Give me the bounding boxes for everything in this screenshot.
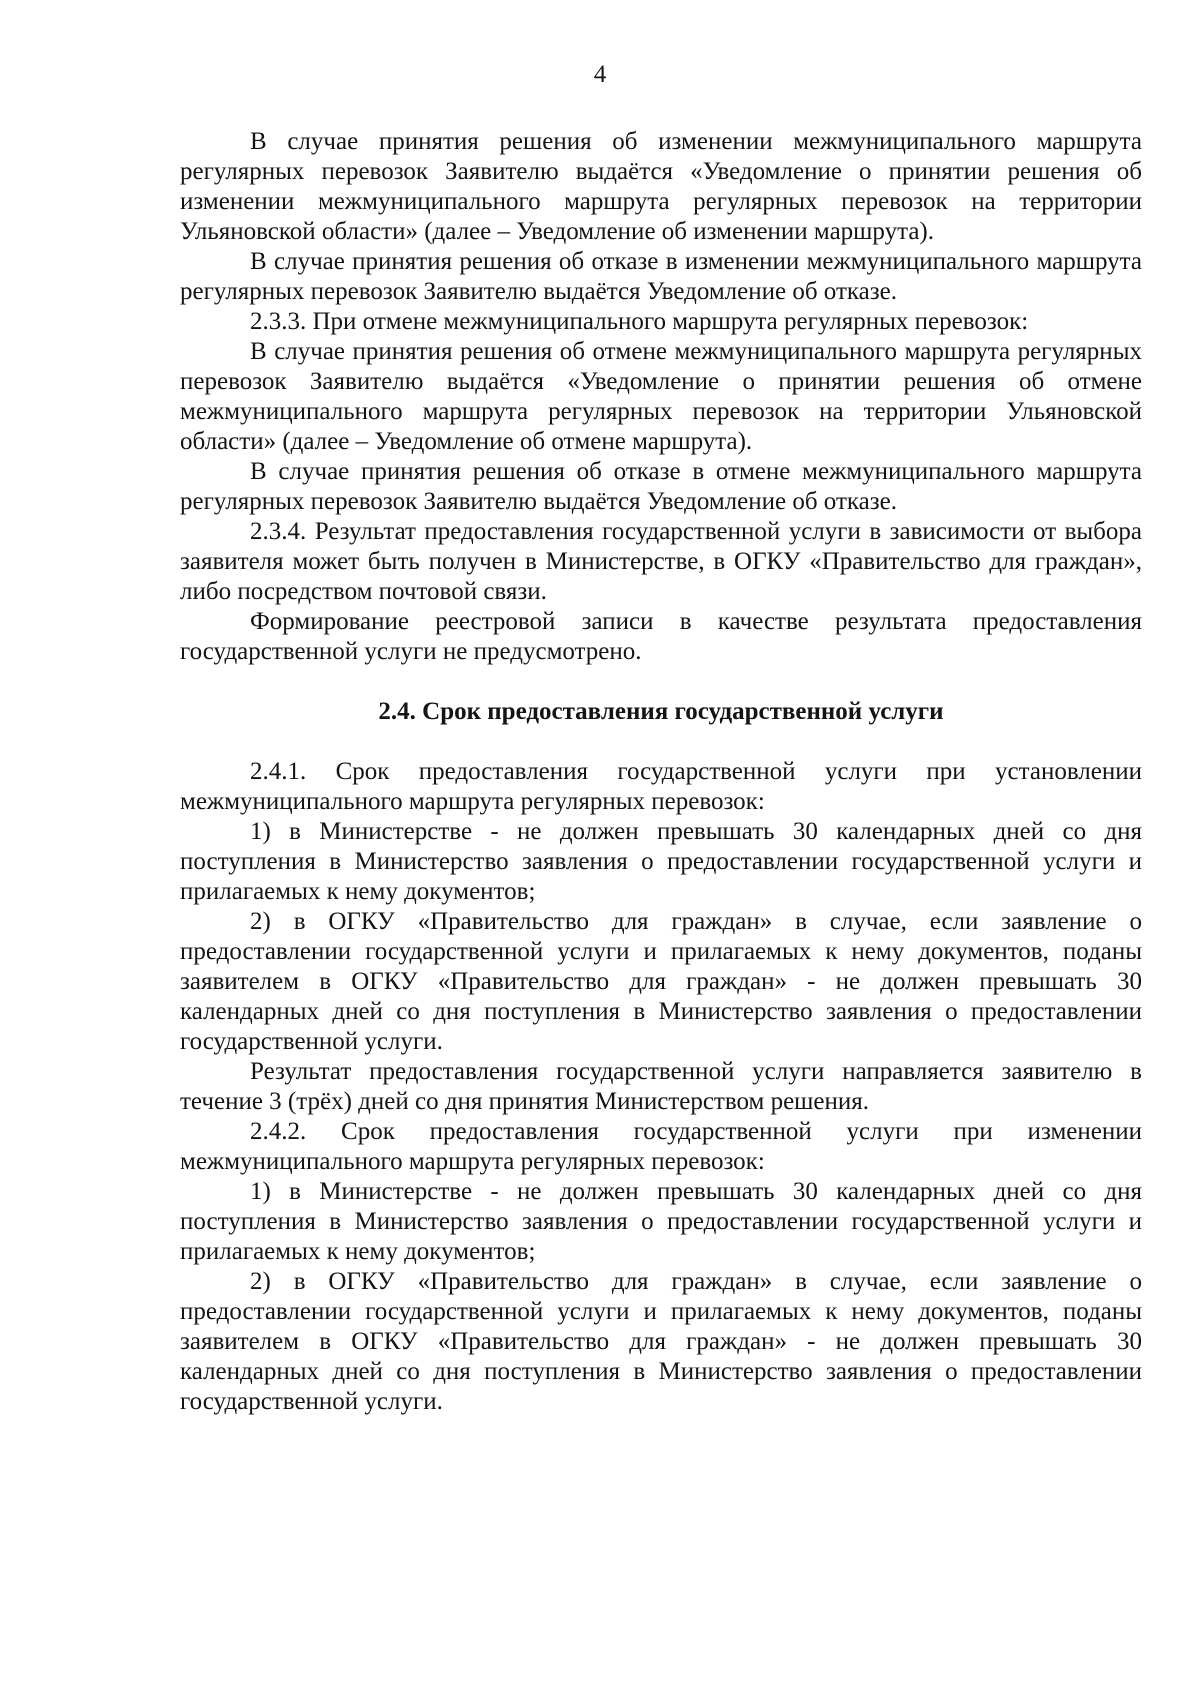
paragraph: 2.4.2. Срок предоставления государственной услуги при изменении межмуниципального маршрута регулярных перевозок:: [180, 1118, 1142, 1175]
section-heading: 2.4. Срок предоставления государственной услуги: [378, 698, 944, 725]
paragraph: В случае принятия решения об отказе в изменении межмуниципального маршрута регулярных перевозок Заявителю выдаётся Уведомление об отказе.: [180, 248, 1142, 305]
document-body: [180, 127, 1142, 1417]
paragraph: В случае принятия решения об отказе в отмене межмуниципального маршрута регулярных перевозок Заявителю выдаётся Уведомление об отказе.: [180, 458, 1142, 515]
paragraph: 1) в Министерстве - не должен превышать 30 календарных дней со дня поступления в Министерство заявления о предоставлении государственной услуги и прилагаемых к нему документов;: [180, 818, 1142, 905]
paragraph: В случае принятия решения об отмене межмуниципального маршрута регулярных перевозок Заявителю выдаётся «Уведомление о принятии решения об отмене межмуниципального маршрута регулярных перевозок на территории Ульяновской области» (далее – Уведомление об отмене маршрута).: [180, 338, 1142, 455]
paragraph: Результат предоставления государственной услуги направляется заявителю в течение 3 (трёх) дней со дня принятия Министерством решения.: [180, 1058, 1142, 1115]
paragraph: 2) в ОГКУ «Правительство для граждан» в случае, если заявление о предоставлении государственной услуги и прилагаемых к нему документов, поданы заявителем в ОГКУ «Правительство для граждан» - не должен превышать 30 календарных дней со дня поступления в Министерство заявления о предоставлении государственной услуги.: [180, 908, 1142, 1055]
paragraph: В случае принятия решения об изменении межмуниципального маршрута регулярных перевозок Заявителю выдаётся «Уведомление о принятии решения об изменении межмуниципального маршрута регулярных перевозок на территории Ульяновской области» (далее – Уведомление об изменении маршрута).: [180, 128, 1142, 245]
page-number: 4: [593, 61, 607, 88]
paragraph: 2.3.3. При отмене межмуниципального маршрута регулярных перевозок:: [250, 308, 1029, 335]
paragraph: Формирование реестровой записи в качестве результата предоставления государственной услуги не предусмотрено.: [180, 608, 1142, 665]
paragraph: 2.4.1. Срок предоставления государственной услуги при установлении межмуниципального маршрута регулярных перевозок:: [180, 758, 1142, 815]
paragraph: 2) в ОГКУ «Правительство для граждан» в случае, если заявление о предоставлении государственной услуги и прилагаемых к нему документов, поданы заявителем в ОГКУ «Правительство для граждан» - не должен превышать 30 календарных дней со дня поступления в Министерство заявления о предоставлении государственной услуги.: [180, 1268, 1142, 1415]
paragraph: 1) в Министерстве - не должен превышать 30 календарных дней со дня поступления в Министерство заявления о предоставлении государственной услуги и прилагаемых к нему документов;: [180, 1178, 1142, 1265]
paragraph: 2.3.4. Результат предоставления государственной услуги в зависимости от выбора заявителя может быть получен в Министерстве, в ОГКУ «Правительство для граждан», либо посредством почтовой связи.: [180, 518, 1142, 605]
